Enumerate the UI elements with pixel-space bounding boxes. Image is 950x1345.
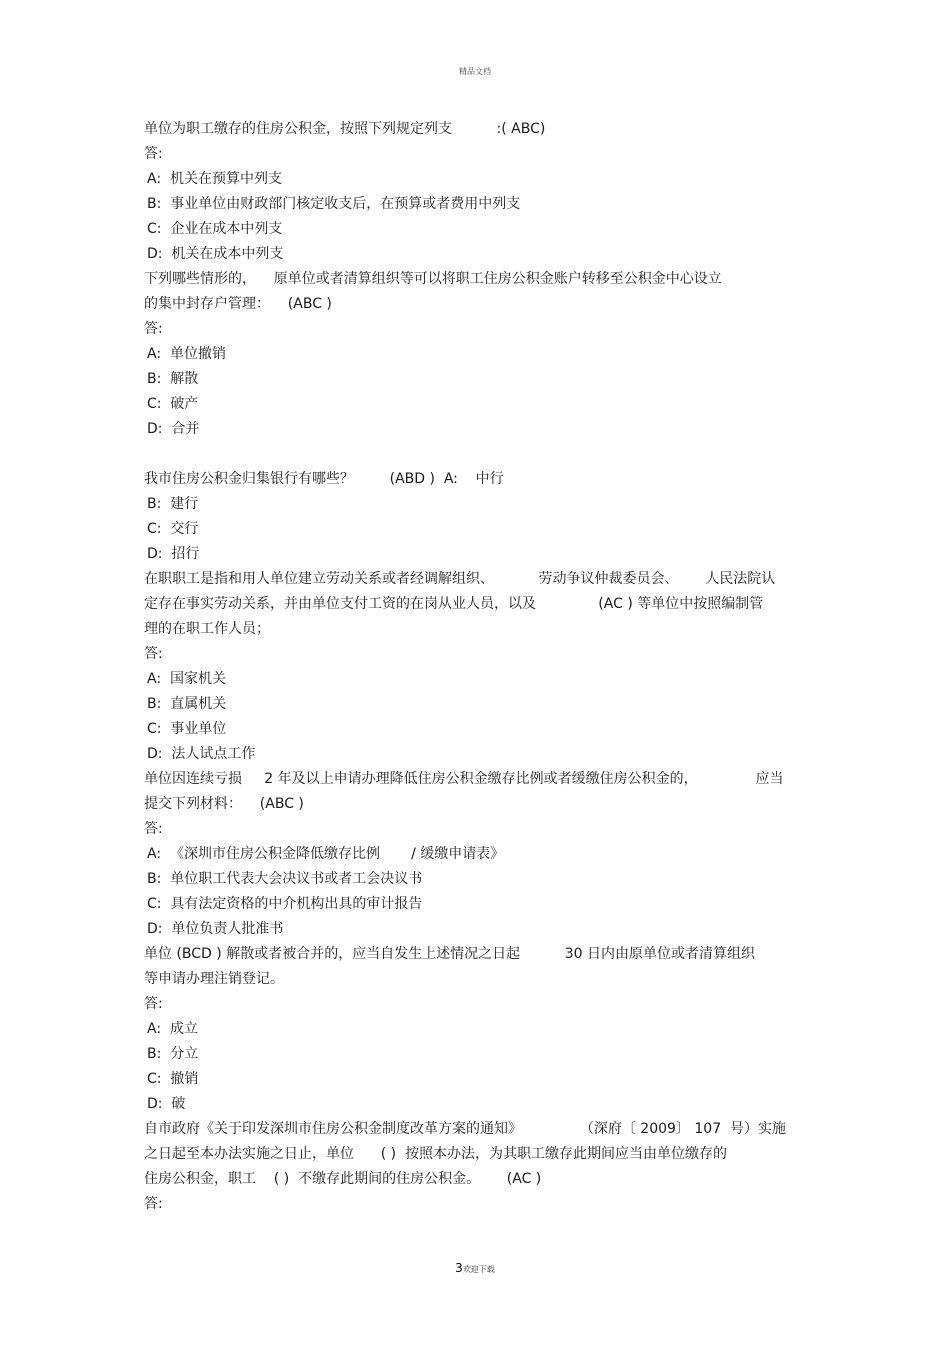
question-text: 单位为职工缴存的住房公积金，按照下列规定列支 :( ABC) — [144, 121, 546, 137]
question-text: 自市政府《关于印发深圳市住房公积金制度改革方案的通知》 （深府〔 2009〕 107 号）实施 — [144, 1121, 787, 1137]
question-text: 提交下列材料： (ABC ) — [144, 796, 304, 812]
answer-label: 答: — [144, 321, 163, 337]
question-block — [144, 1117, 824, 1217]
question-text: 住房公积金，职工 ( ) 不缴存此期间的住房公积金。 (AC ) — [144, 1171, 542, 1187]
question-block — [144, 467, 824, 567]
question-block — [144, 267, 824, 442]
page-footer — [0, 1261, 950, 1275]
footer-text: 欢迎下载 — [462, 1265, 495, 1274]
option-d: D: 合并 — [147, 421, 200, 437]
option-d: D: 破 — [147, 1096, 186, 1112]
question-text: 单位 (BCD ) 解散或者被合并的，应当自发生上述情况之日起 30 日内由原单位或者清算组织 — [144, 946, 755, 962]
option-a: A: 机关在预算中列支 — [147, 171, 282, 187]
question-text: 的集中封存户管理： (ABC ) — [144, 296, 332, 312]
option-d: D: 单位负责人批准书 — [147, 921, 284, 937]
page-number: 3 — [455, 1261, 463, 1275]
question-block — [144, 117, 824, 267]
option-b: B: 分立 — [147, 1046, 199, 1062]
option-b: B: 单位职工代表大会决议书或者工会决议书 — [147, 871, 423, 887]
question-text: 我市住房公积金归集银行有哪些？ (ABD ) A: 中行 — [144, 471, 504, 487]
question-block — [144, 942, 824, 1117]
answer-label: 答: — [144, 1196, 163, 1212]
question-block — [144, 567, 824, 767]
answer-label: 答: — [144, 646, 163, 662]
option-d: D: 法人试点工作 — [147, 746, 256, 762]
question-text: 定存在事实劳动关系，并由单位支付工资的在岗从业人员，以及 (AC ) 等单位中按照编制管 — [144, 596, 764, 612]
option-c: C: 破产 — [147, 396, 199, 412]
question-text: 单位因连续亏损 2 年及以上申请办理降低住房公积金缴存比例或者缓缴住房公积金的， 应当 — [144, 771, 784, 787]
option-d: D: 机关在成本中列支 — [147, 246, 284, 262]
option-a: A: 《深圳市住房公积金降低缴存比例 / 缓缴申请表》 — [147, 846, 505, 862]
document-body — [144, 117, 824, 1217]
option-b: B: 事业单位由财政部门核定收支后，在预算或者费用中列支 — [147, 196, 521, 212]
question-text: 在职职工是指和用人单位建立劳动关系或者经调解组织、 劳动争议仲裁委员会、 人民法院认 — [144, 571, 776, 587]
option-b: B: 解散 — [147, 371, 199, 387]
question-text: 下列哪些情形的， 原单位或者清算组织等可以将职工住房公积金账户转移至公积金中心设立 — [144, 271, 722, 287]
option-a: A: 成立 — [147, 1021, 198, 1037]
answer-label: 答: — [144, 821, 163, 837]
question-block — [144, 767, 824, 942]
answer-label: 答: — [144, 146, 163, 162]
option-b: B: 建行 — [147, 496, 199, 512]
question-text: 之日起至本办法实施之日止，单位 ( ) 按照本办法，为其职工缴存此期间应当由单位缴存的 — [144, 1146, 727, 1162]
page-header: 精品文档 — [459, 67, 491, 76]
option-a: A: 单位撤销 — [147, 346, 226, 362]
option-c: C: 事业单位 — [147, 721, 227, 737]
option-c: C: 具有法定资格的中介机构出具的审计报告 — [147, 896, 423, 912]
answer-label: 答: — [144, 996, 163, 1012]
question-text: 等申请办理注销登记。 — [144, 971, 284, 987]
option-c: C: 企业在成本中列支 — [147, 221, 283, 237]
option-a: A: 国家机关 — [147, 671, 226, 687]
question-text: 理的在职工作人员； — [144, 621, 270, 637]
option-b: B: 直属机关 — [147, 696, 227, 712]
option-c: C: 交行 — [147, 521, 199, 537]
blank-line — [144, 442, 824, 467]
option-d: D: 招行 — [147, 546, 200, 562]
option-c: C: 撤销 — [147, 1071, 199, 1087]
